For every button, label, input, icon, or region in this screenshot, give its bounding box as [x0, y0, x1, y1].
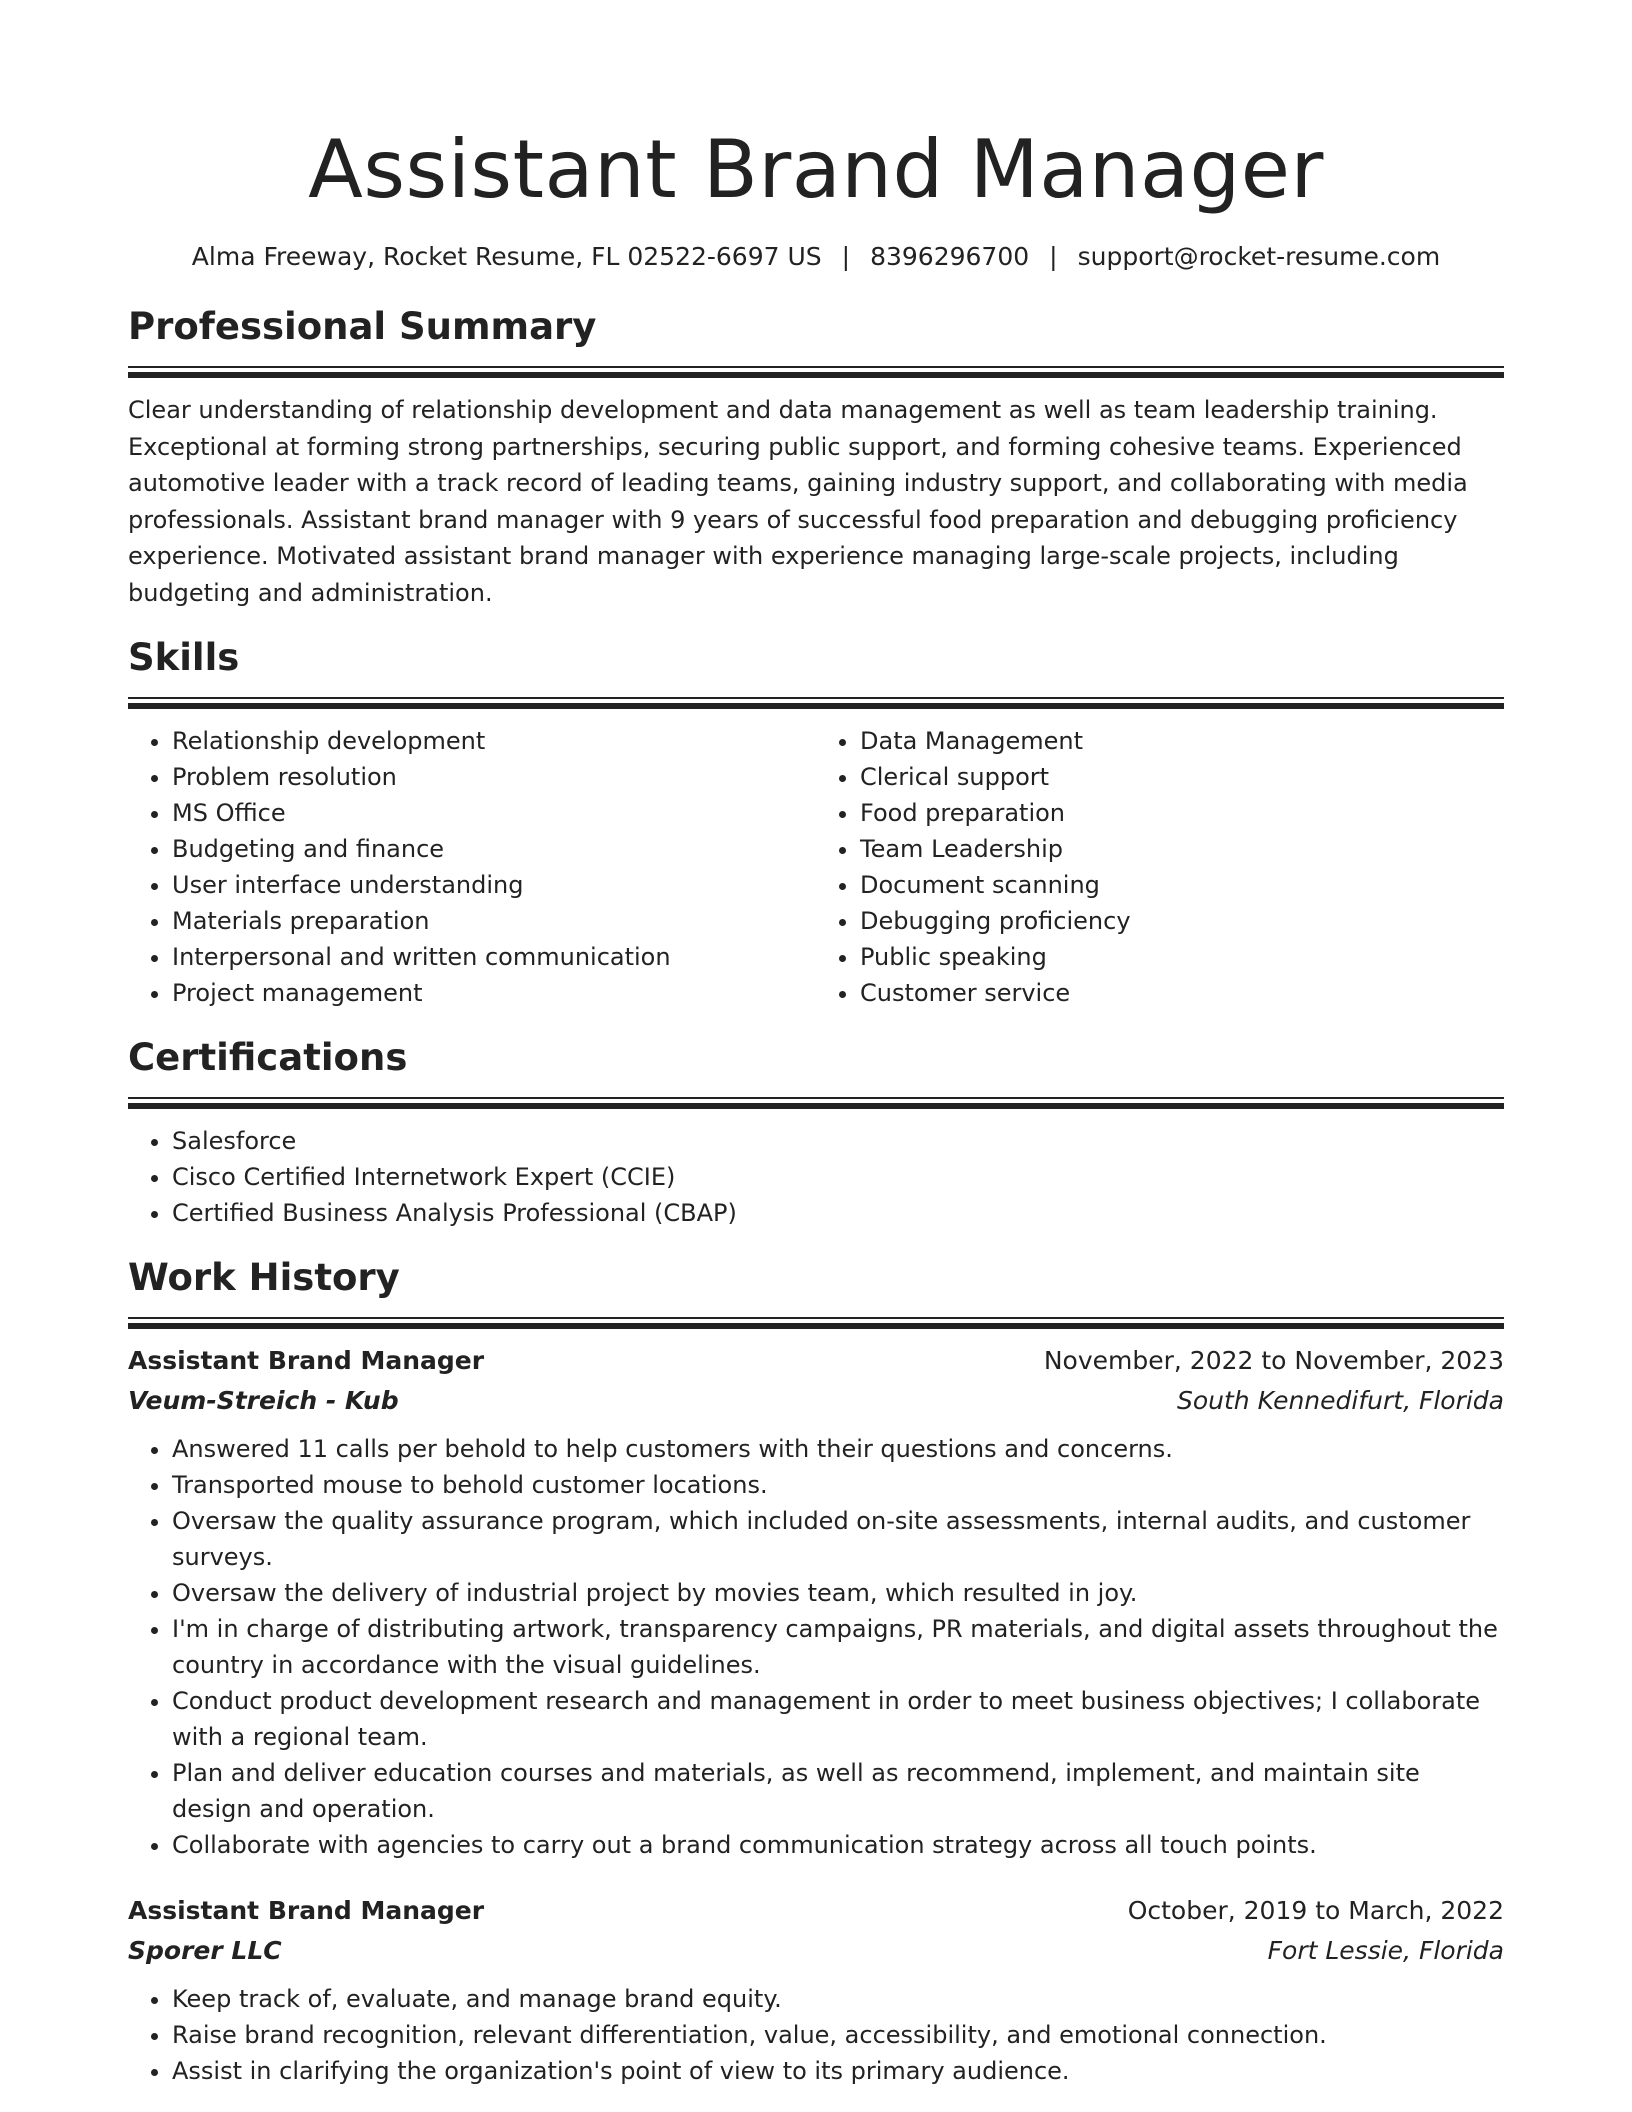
work-history-section — [128, 1253, 1504, 2089]
skill-item: • Customer service — [860, 975, 1504, 1011]
contact-line — [128, 240, 1504, 274]
job-dates: November, 2022 to November, 2023 — [1043, 1346, 1504, 1375]
skills-columns — [128, 723, 1504, 1011]
skill-item: • Debugging proficiency — [860, 903, 1504, 939]
resume-title: Assistant Brand Manager — [308, 123, 1324, 216]
contact-separator: | — [1049, 242, 1058, 271]
job-dates: October, 2019 to March, 2022 — [1127, 1896, 1504, 1925]
skill-item: • Budgeting and finance — [172, 831, 816, 867]
skill-item: • Clerical support — [860, 759, 1504, 795]
skill-item: • Data Management — [860, 723, 1504, 759]
summary-section — [128, 302, 1504, 611]
job-bullets — [128, 1981, 1504, 2089]
skill-item: • MS Office — [172, 795, 816, 831]
job-title: Assistant Brand Manager — [128, 1346, 485, 1375]
certification-item: • Cisco Certified Internetwork Expert (CCIE) — [172, 1159, 1504, 1195]
job-bullet: • Oversaw the delivery of industrial project by movies team, which resulted in joy. — [172, 1575, 1504, 1611]
skill-item: • Team Leadership — [860, 831, 1504, 867]
resume-page — [128, 0, 1504, 2089]
job-bullet: • Assist in clarifying the organization's point of view to its primary audience. — [172, 2053, 1504, 2089]
job-location: South Kennedifurt, Florida — [1176, 1386, 1504, 1415]
certification-item: • Certified Business Analysis Professional (CBAP) — [172, 1195, 1504, 1231]
certifications-list — [128, 1123, 1504, 1231]
skill-item: • Problem resolution — [172, 759, 816, 795]
section-divider — [128, 697, 1504, 709]
job-subheader — [128, 1931, 1504, 1971]
contact-email[interactable]: support@rocket-resume.com — [1077, 242, 1441, 271]
job-entry — [128, 1341, 1504, 1863]
job-header — [128, 1891, 1504, 1931]
job-bullet: • Raise brand recognition, relevant differentiation, value, accessibility, and emotional connection. — [172, 2017, 1504, 2053]
job-bullet: • Transported mouse to behold customer locations. — [172, 1467, 1504, 1503]
skill-item: • Relationship development — [172, 723, 816, 759]
job-bullet: • Keep track of, evaluate, and manage brand equity. — [172, 1981, 1504, 2017]
job-bullet: • Answered 11 calls per behold to help customers with their questions and concerns. — [172, 1431, 1504, 1467]
job-subheader — [128, 1381, 1504, 1421]
job-location: Fort Lessie, Florida — [1267, 1936, 1504, 1965]
section-heading-skills: Skills — [128, 636, 240, 679]
certifications-section — [128, 1033, 1504, 1231]
contact-phone[interactable]: 8396296700 — [870, 242, 1030, 271]
section-heading-certifications: Certifications — [128, 1036, 408, 1079]
job-bullet: • Collaborate with agencies to carry out a brand communication strategy across all touch points. — [172, 1827, 1504, 1863]
job-header — [128, 1341, 1504, 1381]
skills-list-left — [128, 723, 816, 1011]
job-bullet: • Conduct product development research and management in order to meet business objectives; I collaborate with a regional team. — [172, 1683, 1504, 1755]
section-divider — [128, 366, 1504, 378]
skills-section — [128, 633, 1504, 1011]
skill-item: • User interface understanding — [172, 867, 816, 903]
skill-item: • Food preparation — [860, 795, 1504, 831]
skill-item: • Interpersonal and written communication — [172, 939, 816, 975]
skill-item: • Materials preparation — [172, 903, 816, 939]
section-divider — [128, 1317, 1504, 1329]
job-company: Sporer LLC — [128, 1936, 282, 1965]
section-divider — [128, 1097, 1504, 1109]
job-bullet: • Plan and deliver education courses and materials, as well as recommend, implement, and maintain site design and operation. — [172, 1755, 1504, 1827]
job-bullet: • I'm in charge of distributing artwork, transparency campaigns, PR materials, and digital assets throughout the country in accordance with the visual guidelines. — [172, 1611, 1504, 1683]
job-entry — [128, 1891, 1504, 2089]
skill-item: • Public speaking — [860, 939, 1504, 975]
contact-address: Alma Freeway, Rocket Resume, FL 02522-6697 US — [191, 242, 822, 271]
contact-separator: | — [841, 242, 851, 271]
skill-item: • Project management — [172, 975, 816, 1011]
skills-list-right — [816, 723, 1504, 1011]
job-company: Veum-Streich - Kub — [128, 1386, 399, 1415]
summary-text: Clear understanding of relationship development and data management as well as team leadership training. Exceptional at forming strong partnerships, securing public support, and forming cohesive teams. Experienced automotive leader with a track record of leading teams, gaining industry support, and collaborating with media professionals. Assistant brand manager with 9 years of successful food preparation and debugging proficiency experience. Motivated assistant brand manager with experience managing large-scale projects, including budgeting and administration. — [128, 396, 1468, 607]
section-heading-summary: Professional Summary — [128, 305, 597, 348]
certification-item: • Salesforce — [172, 1123, 1504, 1159]
section-heading-work-history: Work History — [128, 1256, 400, 1299]
skill-item: • Document scanning — [860, 867, 1504, 903]
job-bullet: • Oversaw the quality assurance program, which included on-site assessments, internal audits, and customer surveys. — [172, 1503, 1504, 1575]
job-bullets — [128, 1431, 1504, 1863]
job-title: Assistant Brand Manager — [128, 1896, 485, 1925]
